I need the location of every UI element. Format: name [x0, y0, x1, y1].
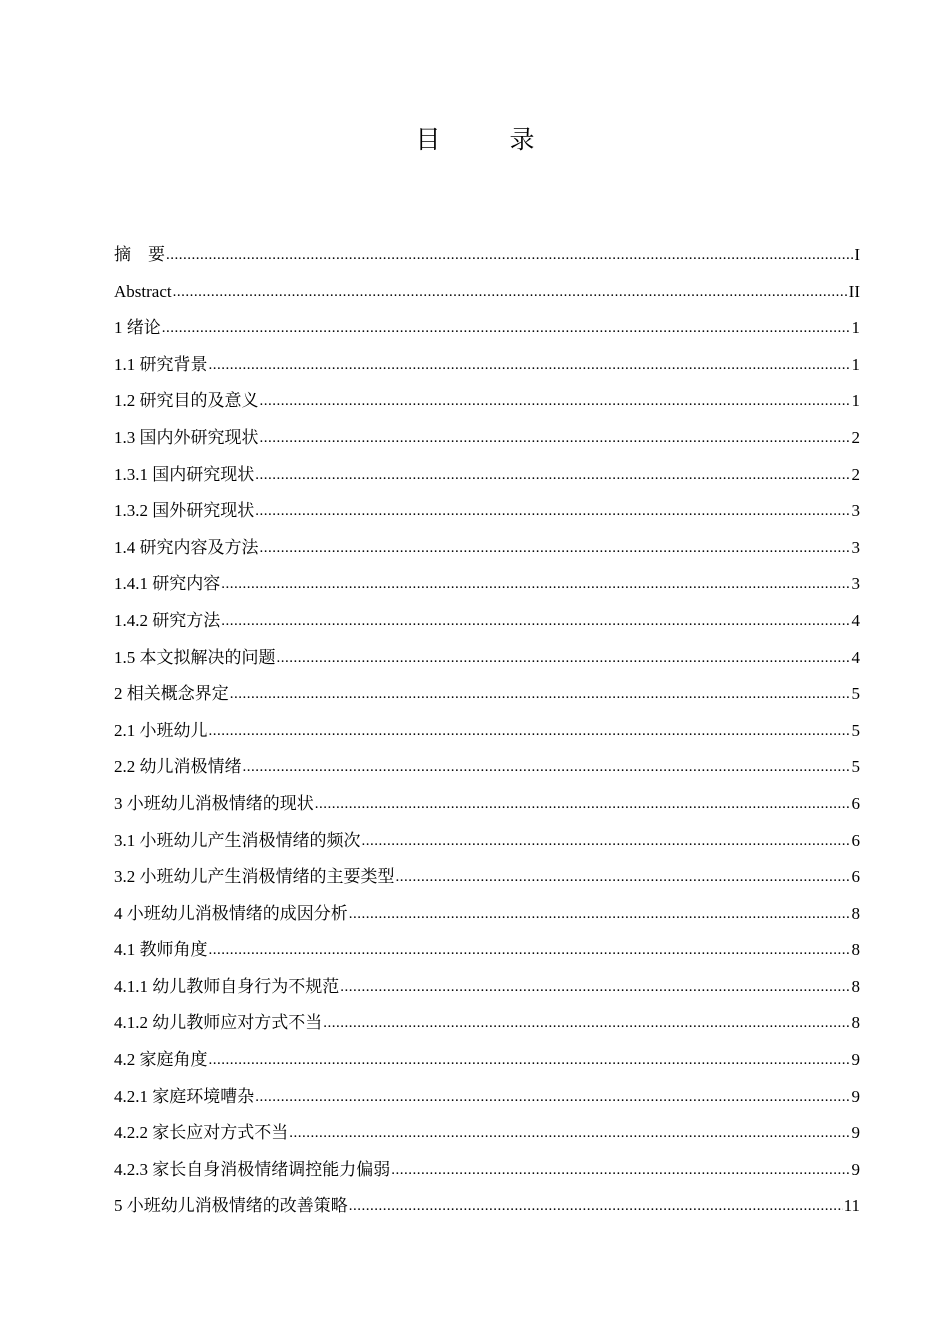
toc-entry-title: 4.2.2 家长应对方式不当 [114, 1123, 289, 1143]
toc-entry[interactable] [114, 823, 860, 860]
toc-entry[interactable] [114, 1042, 860, 1079]
toc-entry[interactable] [114, 566, 860, 603]
toc-page-number: 9 [851, 1050, 860, 1070]
toc-entry-title: 1.4.2 研究方法 [114, 610, 221, 630]
toc-leader-dots [255, 1078, 850, 1116]
toc-page-number: 9 [851, 1123, 860, 1143]
toc-leader-dots [260, 382, 851, 420]
toc-entry-title: 1.1 研究背景 [114, 354, 208, 374]
toc-leader-dots [209, 931, 851, 969]
toc-page-number: 5 [851, 720, 860, 740]
toc-entry[interactable] [114, 713, 860, 750]
toc-entry-title: 1 绪论 [114, 318, 161, 338]
toc-entry[interactable] [114, 347, 860, 384]
toc-page-number: 3 [851, 501, 860, 521]
toc-page-number: 1 [851, 391, 860, 411]
toc-leader-dots [221, 565, 850, 603]
toc-entry-title: 1.3.1 国内研究现状 [114, 464, 255, 484]
toc-page-number: 8 [851, 903, 860, 923]
toc-entry-title: 1.5 本文拟解决的问题 [114, 647, 276, 667]
toc-page-number: II [848, 281, 860, 301]
toc-entry[interactable] [114, 310, 860, 347]
toc-leader-dots [255, 456, 850, 494]
toc-leader-dots [391, 1151, 850, 1189]
toc-leader-dots [166, 236, 853, 274]
page-title: 目 录 [415, 125, 557, 154]
toc-leader-dots [349, 1187, 843, 1225]
toc-leader-dots [362, 822, 851, 860]
toc-entry-title: 2.2 幼儿消极情绪 [114, 757, 242, 777]
toc-entry-title: 4 小班幼儿消极情绪的成因分析 [114, 903, 348, 923]
toc-entry-title: Abstract [114, 281, 172, 301]
toc-leader-dots [209, 346, 851, 384]
toc-page-number: 8 [851, 976, 860, 996]
toc-leader-dots [209, 712, 851, 750]
toc-entry[interactable] [114, 530, 860, 567]
toc-entry-title: 4.1 教师角度 [114, 940, 208, 960]
toc-entry[interactable] [114, 859, 860, 896]
toc-entry-title: 2.1 小班幼儿 [114, 720, 208, 740]
toc-entry-title: 1.3.2 国外研究现状 [114, 501, 255, 521]
toc-page-number: 8 [851, 940, 860, 960]
toc-leader-dots [243, 748, 851, 786]
toc-entry-title: 4.1.1 幼儿教师自身行为不规范 [114, 976, 340, 996]
toc-entry-title: 4.2.1 家庭环境嘈杂 [114, 1086, 255, 1106]
toc-entry[interactable] [114, 1152, 860, 1189]
toc-entry[interactable] [114, 493, 860, 530]
toc-entry[interactable] [114, 457, 860, 494]
toc-page-number: 3 [851, 537, 860, 557]
toc-leader-dots [277, 639, 851, 677]
toc-entry[interactable] [114, 1188, 860, 1225]
toc-entry[interactable] [114, 896, 860, 933]
toc-entry-title: 5 小班幼儿消极情绪的改善策略 [114, 1196, 348, 1216]
toc-entry[interactable] [114, 676, 860, 713]
toc-entry-title: 1.2 研究目的及意义 [114, 391, 259, 411]
toc-leader-dots [260, 419, 851, 457]
toc-leader-dots [340, 968, 850, 1006]
toc-entry[interactable] [114, 420, 860, 457]
toc-entry-title: 3.2 小班幼儿产生消极情绪的主要类型 [114, 867, 395, 887]
toc-leader-dots [255, 492, 850, 530]
toc-entry-title: 3 小班幼儿消极情绪的现状 [114, 793, 314, 813]
toc-entry-title: 1.4 研究内容及方法 [114, 537, 259, 557]
toc-page-number: 9 [851, 1086, 860, 1106]
toc-entry[interactable] [114, 969, 860, 1006]
toc-entry[interactable] [114, 640, 860, 677]
toc-entry-title: 1.4.1 研究内容 [114, 574, 221, 594]
toc-page-number: 9 [851, 1159, 860, 1179]
toc-page-number: 6 [851, 867, 860, 887]
toc-entry-title: 3.1 小班幼儿产生消极情绪的频次 [114, 830, 361, 850]
toc-page-number: 2 [851, 427, 860, 447]
toc-entry-title: 4.2.3 家长自身消极情绪调控能力偏弱 [114, 1159, 391, 1179]
toc-entry-title: 1.3 国内外研究现状 [114, 427, 259, 447]
toc-entry-title: 摘 要 [114, 245, 165, 264]
toc-leader-dots [230, 675, 851, 713]
toc-entry[interactable] [114, 274, 860, 311]
toc-entry[interactable] [114, 786, 860, 823]
toc-leader-dots [173, 273, 848, 311]
toc-page-number: 4 [851, 610, 860, 630]
toc-entry-title: 4.1.2 幼儿教师应对方式不当 [114, 1013, 323, 1033]
toc-page-number: 4 [851, 647, 860, 667]
toc-leader-dots [162, 309, 851, 347]
toc-page-number: 1 [851, 318, 860, 338]
toc-page-number: 1 [851, 354, 860, 374]
toc-entry[interactable] [114, 1005, 860, 1042]
toc-page-number: 5 [851, 757, 860, 777]
toc-page-number: 6 [851, 793, 860, 813]
toc-leader-dots [260, 529, 851, 567]
toc-leader-dots [349, 895, 851, 933]
toc-entry[interactable] [114, 237, 860, 274]
toc-page-number: I [854, 245, 860, 264]
toc-entry-title: 4.2 家庭角度 [114, 1050, 208, 1070]
toc-entry[interactable] [114, 603, 860, 640]
toc-leader-dots [396, 858, 851, 896]
toc-page-number: 11 [843, 1196, 860, 1216]
toc-entry[interactable] [114, 932, 860, 969]
toc-page-number: 8 [851, 1013, 860, 1033]
toc-page-number: 2 [851, 464, 860, 484]
toc-entry[interactable] [114, 749, 860, 786]
toc-leader-dots [209, 1041, 851, 1079]
toc-entry[interactable] [114, 1115, 860, 1152]
table-of-contents [114, 237, 860, 1225]
toc-page-number: 5 [851, 684, 860, 704]
toc-page-number: 6 [851, 830, 860, 850]
toc-entry[interactable] [114, 383, 860, 420]
toc-leader-dots [315, 785, 851, 823]
toc-leader-dots [323, 1004, 850, 1042]
toc-entry-title: 2 相关概念界定 [114, 684, 229, 704]
toc-page-number: 3 [851, 574, 860, 594]
toc-leader-dots [289, 1114, 850, 1152]
toc-entry[interactable] [114, 1079, 860, 1116]
toc-leader-dots [221, 602, 850, 640]
